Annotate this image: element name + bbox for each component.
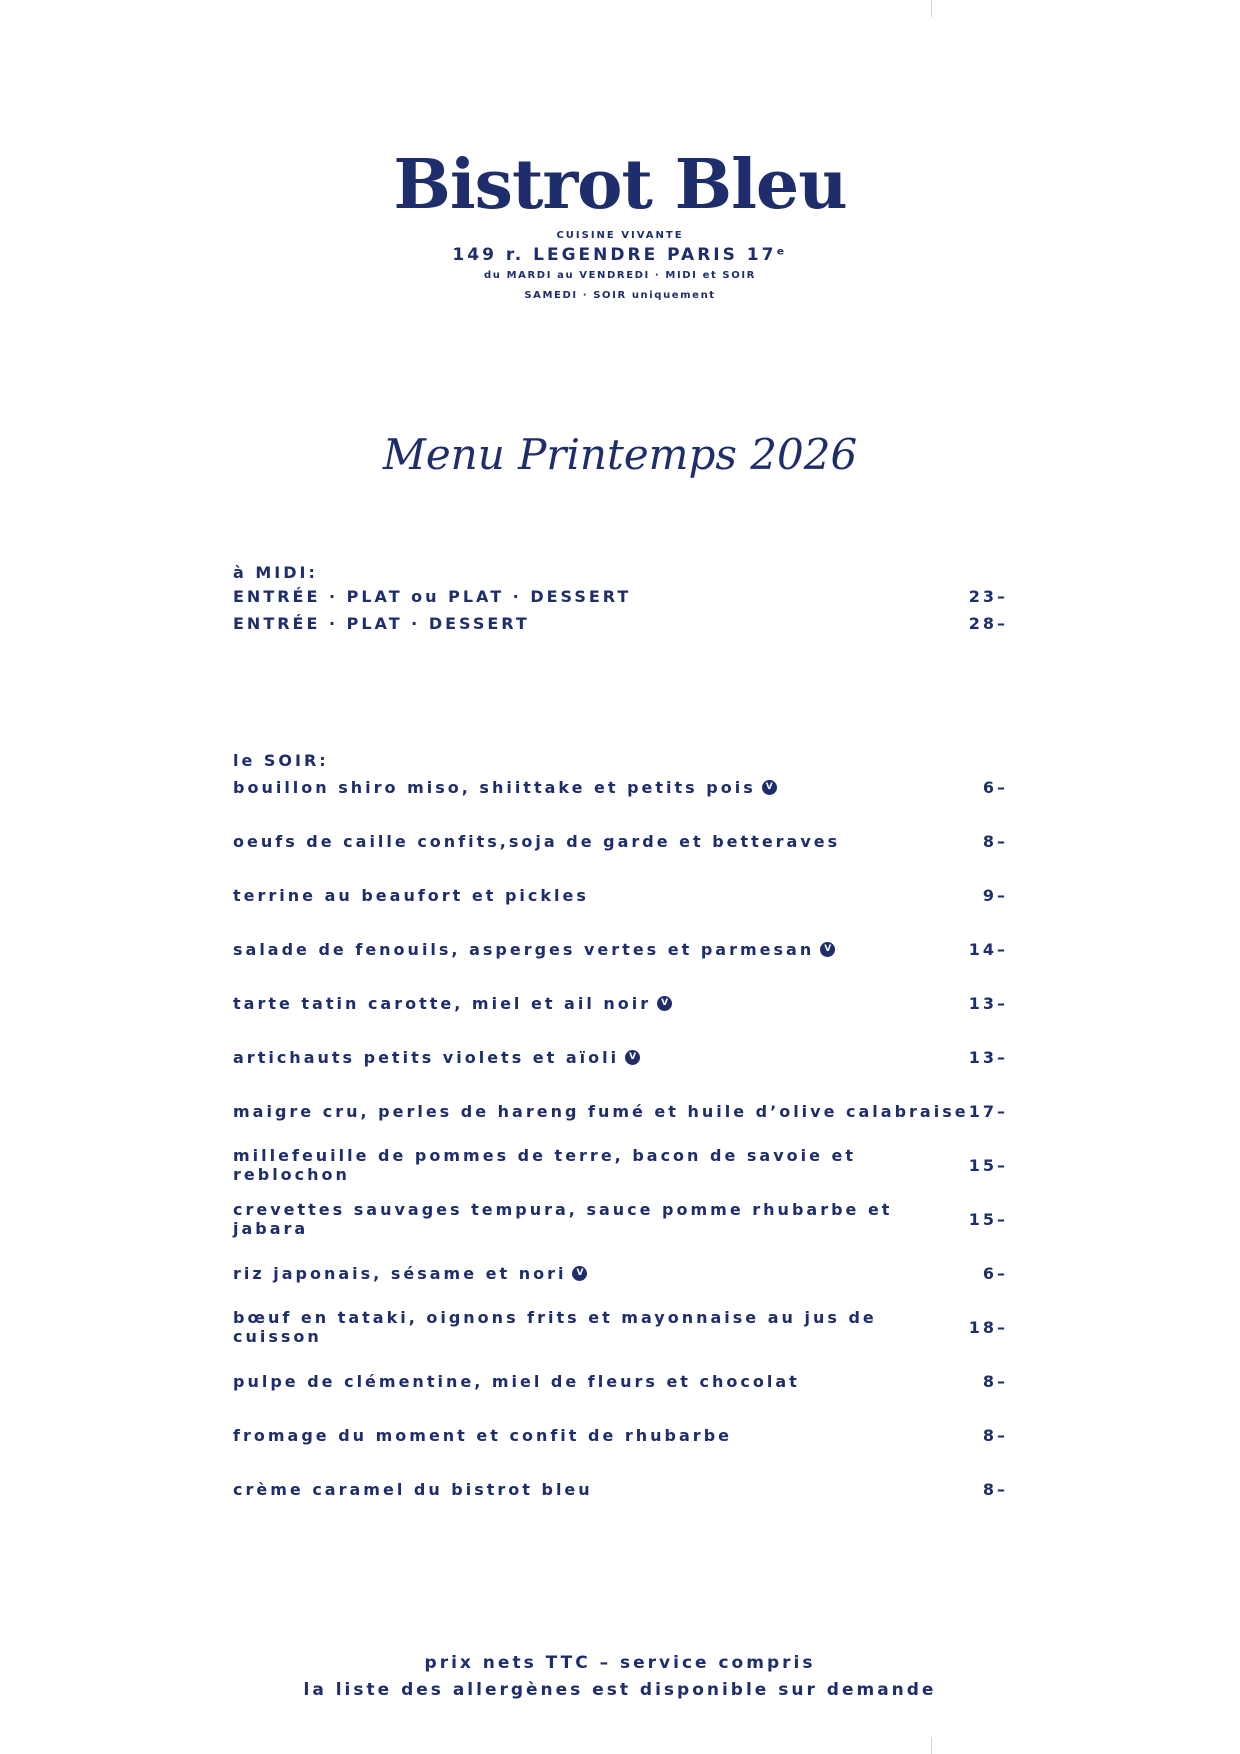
dish-row	[233, 991, 1008, 1015]
dish-price: 9–	[982, 885, 1008, 905]
dish-row	[233, 937, 1008, 961]
formula-label	[233, 614, 530, 633]
footer-allergen-note: la liste des allergènes est disponible sur demande	[303, 1680, 937, 1700]
dish-name: oeufs de caille confits,soja de garde et betteraves	[233, 831, 841, 851]
dish-price: 8–	[982, 831, 1008, 851]
crop-mark-bottom	[931, 1737, 932, 1754]
dish-row	[233, 1261, 1008, 1285]
restaurant-tagline: CUISINE VIVANTE	[556, 230, 684, 241]
dish-name: pulpe de clémentine, miel de fleurs et chocolat	[233, 1371, 800, 1391]
dish-label	[233, 1048, 640, 1067]
dish-label	[233, 1264, 587, 1283]
vegetarian-badge-icon: V	[572, 1266, 587, 1281]
dish-name: artichauts petits violets et aïoli	[233, 1047, 620, 1067]
dish-price: 14–	[968, 939, 1008, 959]
formula-price: 23–	[968, 587, 1008, 606]
opening-hours-weekday: du MARDI au VENDREDI · MIDI et SOIR	[484, 270, 756, 281]
dish-label	[233, 1308, 969, 1346]
dish-price: 8–	[982, 1479, 1008, 1499]
dish-row	[233, 1369, 1008, 1393]
dish-label	[233, 1200, 969, 1238]
dish-price: 6–	[982, 777, 1008, 797]
restaurant-address: 149 r. LEGENDRE PARIS 17ᵉ	[452, 245, 788, 265]
vegetarian-badge-icon: V	[625, 1050, 640, 1065]
dish-row	[233, 1477, 1008, 1501]
dish-price: 18–	[968, 1317, 1008, 1337]
menu-footer	[0, 1650, 1240, 1704]
dish-row	[233, 1200, 1008, 1238]
dish-row	[233, 775, 1008, 799]
dish-row	[233, 1423, 1008, 1447]
dish-label	[233, 1480, 593, 1499]
dinner-heading: le SOIR:	[233, 751, 329, 770]
lunch-formula-list	[233, 583, 1008, 637]
dish-row	[233, 883, 1008, 907]
dish-name: riz japonais, sésame et nori	[233, 1263, 567, 1283]
dish-row	[233, 1308, 1008, 1346]
lunch-section	[233, 563, 1008, 637]
formula-name: ENTRÉE · PLAT · DESSERT	[233, 614, 530, 633]
formula-label	[233, 587, 631, 606]
dish-label	[233, 1372, 800, 1391]
dish-label	[233, 1426, 732, 1445]
dish-price: 15–	[968, 1155, 1008, 1175]
dish-label	[233, 778, 777, 797]
dish-name: salade de fenouils, asperges vertes et parmesan	[233, 939, 815, 959]
crop-mark-top	[931, 0, 932, 17]
dish-price: 13–	[968, 1047, 1008, 1067]
dish-price: 15–	[968, 1209, 1008, 1229]
dish-name: millefeuille de pommes de terre, bacon de savoie et reblochon	[233, 1146, 857, 1184]
dinner-section	[233, 751, 1008, 1501]
dish-name: bœuf en tataki, oignons frits et mayonnaise au jus de cuisson	[233, 1308, 877, 1346]
vegetarian-badge-icon: V	[657, 996, 672, 1011]
vegetarian-badge-icon: V	[820, 942, 835, 957]
dish-label	[233, 1146, 969, 1184]
menu-title: Menu Printemps 2026	[382, 430, 858, 479]
dish-name: crème caramel du bistrot bleu	[233, 1479, 593, 1499]
dish-name: crevettes sauvages tempura, sauce pomme rhubarbe et jabara	[233, 1200, 893, 1238]
formula-row	[233, 583, 1008, 610]
dish-price: 6–	[982, 1263, 1008, 1283]
dinner-dish-list	[233, 775, 1008, 1501]
opening-hours-saturday: SAMEDI · SOIR uniquement	[524, 290, 716, 301]
dish-label	[233, 886, 589, 905]
dish-name: maigre cru, perles de hareng fumé et huile d’olive calabraise	[233, 1101, 969, 1121]
dish-price: 13–	[968, 993, 1008, 1013]
vegetarian-badge-icon: V	[762, 780, 777, 795]
dish-label	[233, 1102, 969, 1121]
dish-price: 8–	[982, 1425, 1008, 1445]
formula-price: 28–	[968, 614, 1008, 633]
footer-price-note: prix nets TTC – service compris	[424, 1653, 816, 1673]
formula-row	[233, 610, 1008, 637]
dish-price: 8–	[982, 1371, 1008, 1391]
dish-name: bouillon shiro miso, shiittake et petits pois	[233, 777, 756, 797]
restaurant-logo: Bistrot Bleu	[393, 145, 847, 225]
dish-name: tarte tatin carotte, miel et ail noir	[233, 993, 652, 1013]
formula-name: ENTRÉE · PLAT ou PLAT · DESSERT	[233, 587, 632, 606]
lunch-heading: à MIDI:	[233, 563, 318, 582]
dish-label	[233, 940, 835, 959]
dish-row	[233, 1146, 1008, 1184]
dish-row	[233, 1045, 1008, 1069]
restaurant-header	[0, 145, 1240, 302]
dish-name: terrine au beaufort et pickles	[233, 885, 589, 905]
dish-label	[233, 994, 672, 1013]
dish-price: 17–	[968, 1101, 1008, 1121]
dish-label	[233, 832, 840, 851]
dish-row	[233, 1099, 1008, 1123]
dish-row	[233, 829, 1008, 853]
dish-name: fromage du moment et confit de rhubarbe	[233, 1425, 732, 1445]
